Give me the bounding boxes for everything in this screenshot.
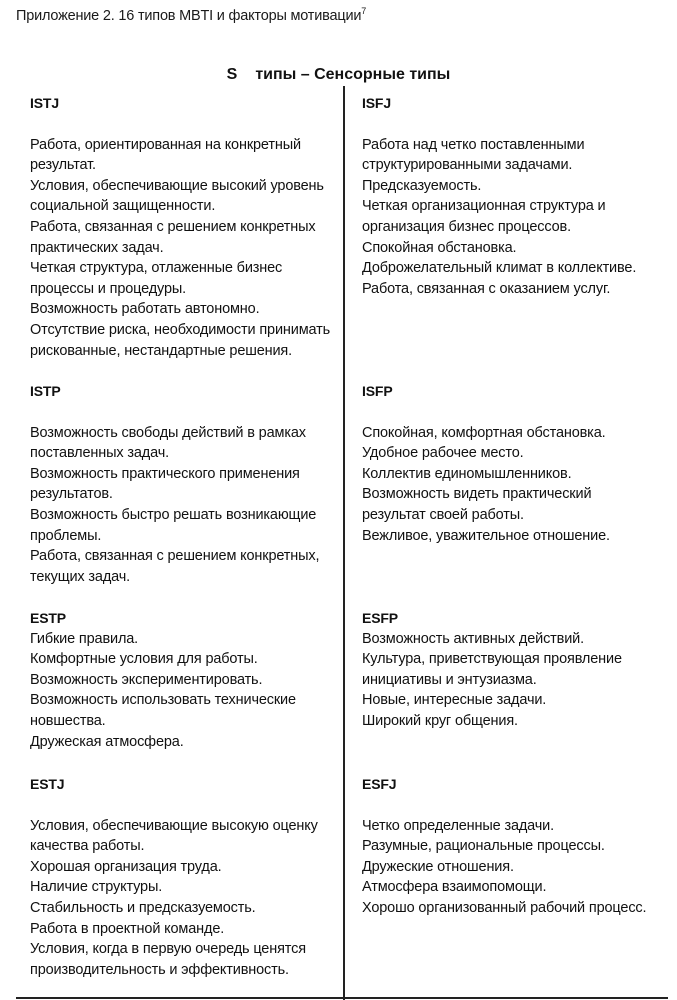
type-description: Гибкие правила. Комфортные условия для работы. Возможность экспериментировать. Возможность использовать технические новшества. Дружеская атмосфера. — [30, 630, 296, 750]
type-code: ISTJ — [30, 95, 59, 111]
type-description: Работа, ориентированная на конкретный результат. Условия, обеспечивающие высокий уровень социальной защищенности. Работа, связанная с решением конкретных практических задач. Четкая структура, отлаженные бизнес процессы и процедуры. Возможность работать автономно. Отсутствие риска, необходимости принимать рискованные, нестандартные решения. — [30, 136, 331, 359]
type-description: Возможность активных действий. Культура, приветствующая проявление инициативы и энтузиазма. Новые, интересные задачи. Широкий круг общения. — [362, 630, 622, 729]
type-cell-esfj — [362, 774, 668, 919]
type-code: ISFJ — [362, 95, 391, 111]
type-description: Возможность свободы действий в рамках поставленных задач. Возможность практического применения результатов. Возможность быстро решать возникающие проблемы. Работа, связанная с решением конкретных, текущих задач. — [30, 424, 320, 585]
type-cell-estp — [30, 608, 342, 752]
type-cell-istp — [30, 381, 342, 587]
type-code: ESTP — [30, 610, 66, 626]
type-code: ISTP — [30, 383, 61, 399]
type-cell-isfp — [362, 381, 668, 546]
type-description: Работа над четко поставленными структурированными задачами. Предсказуемость. Четкая организационная структура и организация бизнес процессов. Спокойная обстановка. Доброжелательный климат в коллективе. Работа, связанная с оказанием услуг. — [362, 136, 637, 297]
section-title-text: типы – Сенсорные типы — [255, 66, 451, 83]
type-code: ESFJ — [362, 776, 397, 792]
type-code: ISFP — [362, 383, 393, 399]
footnote-marker: 7 — [361, 6, 367, 16]
type-description: Условия, обеспечивающие высокую оценку качества работы. Хорошая организация труда. Наличие структуры. Стабильность и предсказуемость. Работа в проектной команде. Условия, когда в первую очередь ценятся производительность и эффективность. — [30, 817, 318, 978]
appendix-caption — [16, 6, 366, 24]
type-description: Спокойная, комфортная обстановка. Удобное рабочее место. Коллектив единомышленников. Возможность видеть практический результат своей работы. Вежливое, уважительное отношение. — [362, 424, 610, 544]
type-cell-istj — [30, 93, 342, 361]
type-code: ESFP — [362, 610, 398, 626]
table-bottom-border — [16, 997, 668, 999]
section-letter: S — [226, 66, 238, 83]
type-cell-estj — [30, 774, 342, 980]
appendix-caption-text: Приложение 2. 16 типов MBTI и факторы мотивации — [16, 7, 362, 24]
type-cell-isfj — [362, 93, 668, 299]
section-title — [0, 66, 677, 84]
type-description: Четко определенные задачи. Разумные, рациональные процессы. Дружеские отношения. Атмосфера взаимопомощи. Хорошо организованный рабочий процесс. — [362, 817, 647, 916]
type-cell-esfp — [362, 608, 668, 732]
type-code: ESTJ — [30, 776, 65, 792]
column-divider — [343, 86, 345, 1000]
